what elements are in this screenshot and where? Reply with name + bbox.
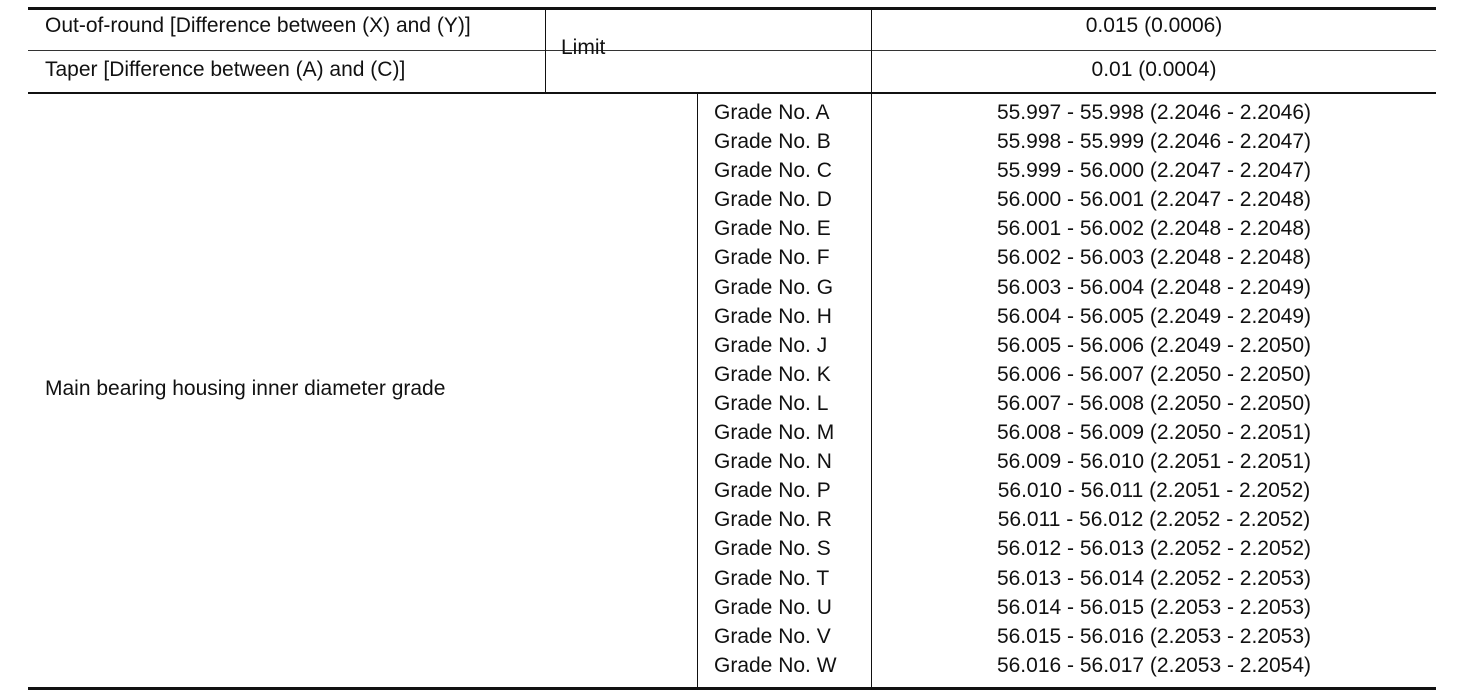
grade-label: Grade No. C [714, 159, 832, 183]
grade-label: Grade No. E [714, 217, 831, 241]
grade-label: Grade No. N [714, 450, 832, 474]
grade-range-value: 56.010 - 56.011 (2.2051 - 2.2052) [997, 479, 1311, 503]
grade-label: Grade No. U [714, 595, 832, 619]
grade-range-value: 56.014 - 56.015 (2.2053 - 2.2053) [996, 595, 1312, 619]
grade-range-value: 55.998 - 55.999 (2.2046 - 2.2047) [996, 130, 1312, 154]
grade-range-value: 56.008 - 56.009 (2.2050 - 2.2051) [996, 421, 1312, 445]
grade-label: Grade No. L [714, 391, 829, 415]
grade-label: Grade No. V [714, 624, 831, 648]
row-divider [28, 50, 1436, 51]
grade-label: Grade No. K [714, 362, 831, 386]
grade-label: Grade No. G [714, 275, 834, 299]
range-list [872, 98, 1436, 680]
table-top-border [28, 7, 1436, 10]
grade-range-value: 56.013 - 56.014 (2.2052 - 2.2053) [996, 566, 1312, 590]
column-divider-grade [697, 93, 698, 688]
grade-range-value: 56.007 - 56.008 (2.2050 - 2.2050) [996, 391, 1312, 415]
grade-label: Grade No. P [714, 479, 831, 503]
grade-label: Grade No. R [714, 508, 832, 532]
grade-label: Grade No. S [714, 537, 831, 561]
grade-label: Grade No. A [714, 101, 830, 124]
out-of-round-label: Out-of-round [Difference between (X) and (Y)] [45, 14, 471, 37]
grade-label: Grade No. H [714, 304, 832, 328]
grade-range-value: 55.997 - 55.998 (2.2046 - 2.2046) [996, 101, 1312, 124]
taper-value: 0.01 (0.0004) [1091, 58, 1217, 81]
grade-range-value: 56.012 - 56.013 (2.2052 - 2.2052) [996, 537, 1312, 561]
grade-range-value: 56.003 - 56.004 (2.2048 - 2.2049) [996, 275, 1312, 299]
grade-list [714, 98, 837, 680]
grade-label: Grade No. M [714, 421, 835, 445]
grade-label: Grade No. F [714, 246, 830, 270]
grade-range-value: 56.001 - 56.002 (2.2048 - 2.2048) [996, 217, 1312, 241]
grade-label: Grade No. B [714, 130, 831, 154]
grade-range-value: 56.004 - 56.005 (2.2049 - 2.2049) [996, 304, 1312, 328]
taper-label: Taper [Difference between (A) and (C)] [45, 58, 406, 81]
grade-range-value: 56.016 - 56.017 (2.2053 - 2.2054) [996, 653, 1312, 677]
grade-label: Grade No. W [714, 653, 837, 677]
grade-label: Grade No. J [714, 333, 828, 357]
section-divider [28, 92, 1436, 94]
column-divider-limit [545, 8, 546, 93]
grade-range-value: 56.006 - 56.007 (2.2050 - 2.2050) [996, 362, 1312, 386]
out-of-round-value: 0.015 (0.0006) [1085, 14, 1223, 37]
housing-grade-label: Main bearing housing inner diameter grade [45, 377, 446, 400]
grade-range-value: 56.000 - 56.001 (2.2047 - 2.2048) [996, 188, 1312, 212]
grade-range-value: 56.005 - 56.006 (2.2049 - 2.2050) [996, 333, 1312, 357]
grade-range-value: 55.999 - 56.000 (2.2047 - 2.2047) [996, 159, 1312, 183]
grade-label: Grade No. T [714, 566, 830, 590]
table-bottom-border [28, 687, 1436, 690]
grade-range-value: 56.009 - 56.010 (2.2051 - 2.2051) [996, 450, 1312, 474]
grade-range-value: 56.015 - 56.016 (2.2053 - 2.2053) [996, 624, 1312, 648]
limit-label: Limit [561, 36, 606, 59]
grade-range-value: 56.011 - 56.012 (2.2052 - 2.2052) [997, 508, 1311, 532]
grade-range-value: 56.002 - 56.003 (2.2048 - 2.2048) [996, 246, 1312, 270]
grade-label: Grade No. D [714, 188, 832, 212]
